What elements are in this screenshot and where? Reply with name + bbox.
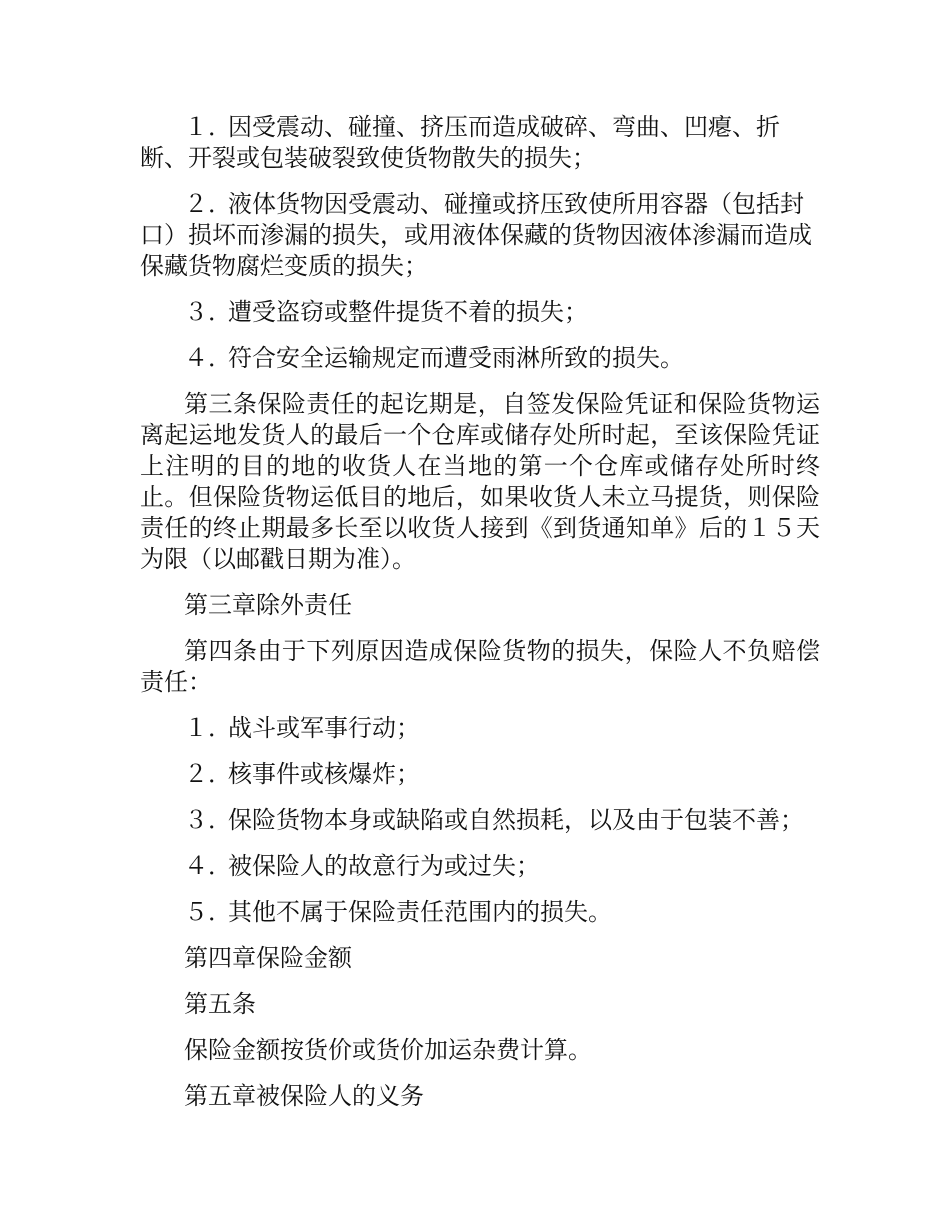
- list-item: [140, 759, 820, 790]
- list-item: [140, 112, 820, 174]
- item-text: 符合安全运输规定而遭受雨淋所致的损失。: [228, 344, 684, 372]
- list-item: [140, 897, 820, 928]
- item-text: 遭受盗窃或整件提货不着的损失；: [228, 298, 588, 326]
- item-number: ２．: [184, 760, 232, 788]
- item-number: １．: [184, 714, 232, 742]
- item-number: １．: [184, 113, 232, 141]
- list-item: [140, 297, 820, 328]
- list-item: [140, 713, 820, 744]
- article-paragraph: 第四条由于下列原因造成保险货物的损失，保险人不负赔偿责任：: [140, 637, 820, 696]
- item-text: 核事件或核爆炸；: [228, 760, 420, 788]
- item-number: ５．: [184, 898, 232, 926]
- article-heading: 第五条: [184, 990, 256, 1018]
- item-text: 液体货物因受震动、碰撞或挤压致使所用容器（包括封口）损坏而渗漏的损失，或用液体保藏的货物因液体渗漏而造成保藏货物腐烂变质的损失；: [140, 190, 812, 280]
- list-item: [140, 189, 820, 282]
- document-body: [140, 112, 820, 1127]
- item-text: 战斗或军事行动；: [228, 714, 420, 742]
- chapter-heading: 第五章被保险人的义务: [184, 1082, 424, 1110]
- item-number: ３．: [184, 298, 232, 326]
- list-item: [140, 851, 820, 882]
- item-text: 其他不属于保险责任范围内的损失。: [228, 898, 612, 926]
- item-text: 被保险人的故意行为或过失；: [228, 852, 540, 880]
- article-paragraph: 第三条保险责任的起讫期是，自签发保险凭证和保险货物运离起运地发货人的最后一个仓库或储存处所时起，至该保险凭证上注明的目的地的收货人在当地的第一个仓库或储存处所时终止。但保险货物运低目的地后，如果收货人未立马提货，则保险责任的终止期最多长至以收货人接到《到货通知单》后的１５天为限（以邮戳日期为准）。: [140, 390, 820, 573]
- item-text: 因受震动、碰撞、挤压而造成破碎、弯曲、凹瘪、折断、开裂或包装破裂致使货物散失的损失；: [140, 113, 780, 172]
- item-text: 保险货物本身或缺陷或自然损耗，以及由于包装不善；: [228, 806, 804, 834]
- chapter-heading: 第四章保险金额: [184, 944, 352, 972]
- item-number: ４．: [184, 344, 232, 372]
- article-paragraph: 保险金额按货价或货价加运杂费计算。: [184, 1036, 592, 1064]
- list-item: [140, 805, 820, 836]
- item-number: ２．: [184, 190, 232, 218]
- item-number: ３．: [184, 806, 232, 834]
- list-item: [140, 343, 820, 374]
- item-number: ４．: [184, 852, 232, 880]
- chapter-heading: 第三章除外责任: [184, 591, 352, 619]
